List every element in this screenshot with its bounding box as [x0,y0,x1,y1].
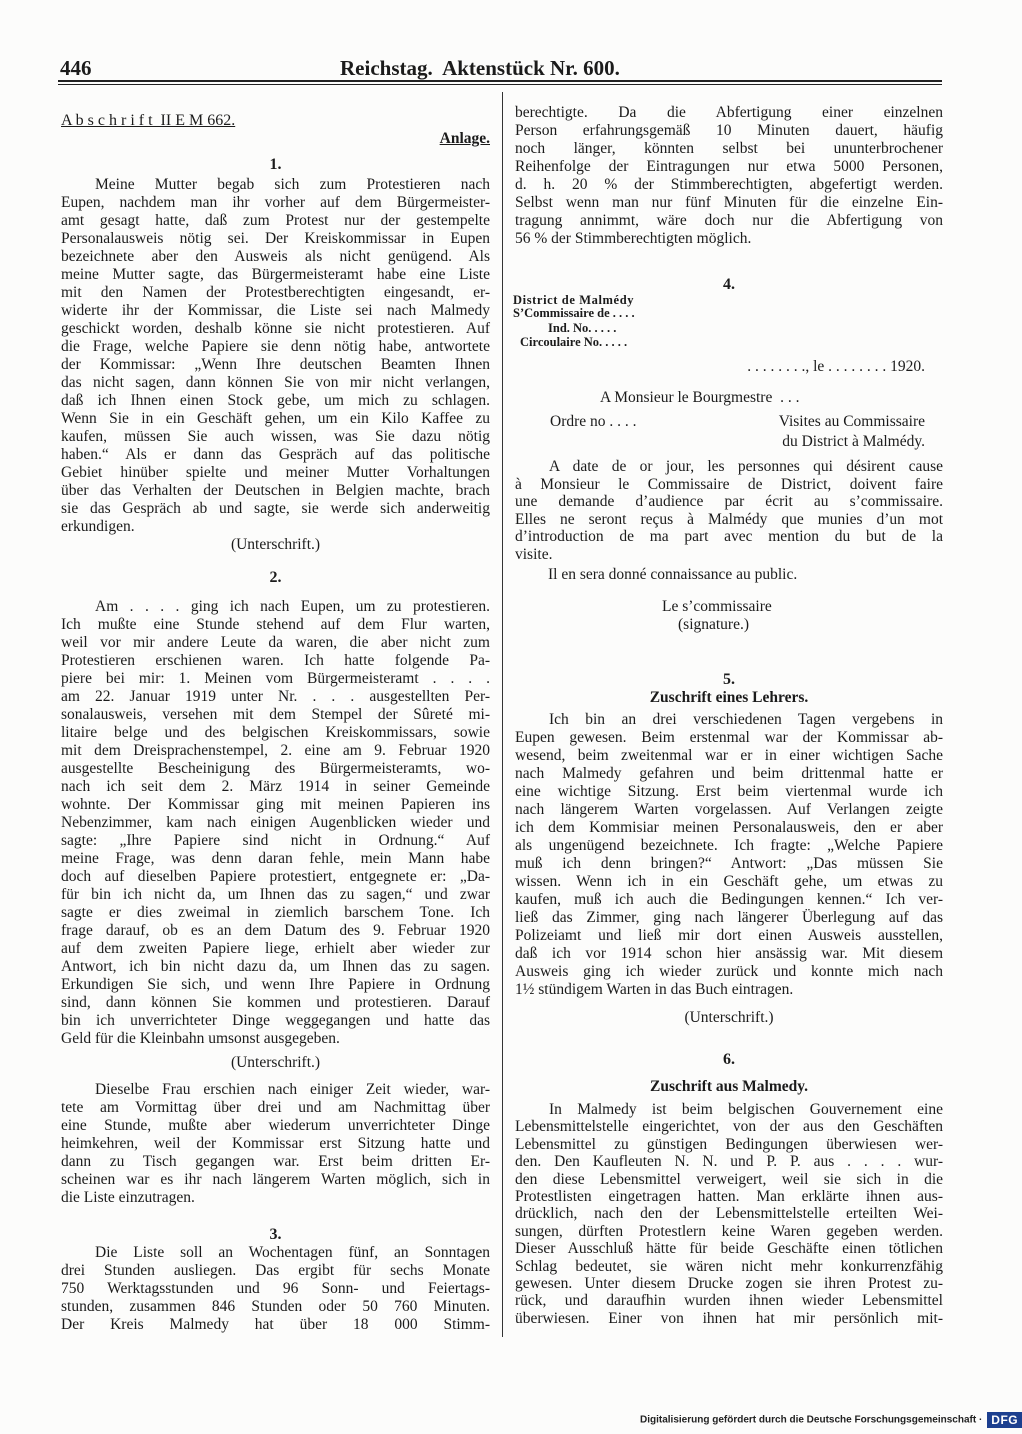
text-line: scheinen war es ihr nach längerem Warten möglich, sich in [61,1171,490,1188]
text-line: berechtigte. Da die Abfertigung einer einzelnen [515,104,943,121]
anlage-label: Anlage. [439,130,490,147]
text-line: frage darauf, ob es an dem Datum des 9. Februar 1920 [61,922,490,939]
letterhead-district: District de Malmédy [513,293,635,307]
text-line: Nebenzimmer, kam nach einigen Augenblicken wieder und [61,814,490,831]
section-2-text [61,598,490,1048]
text-line: ausgestellte Bescheinigung des Bürgermeisteramts, wo- [61,760,490,777]
text-line: rück, und daraufhin wurden ihnen wieder Lebensmittel [515,1292,943,1310]
section-number-2: 2. [269,569,282,586]
text-line: nach längerem Warten vorgelassen. Auf Verlangen zeigte [515,801,943,818]
text-line: kaufen, muß ich auch die Bedingungen kennen.“ Ich ver- [515,891,943,908]
text-line: widerte ihr der Kommissar, die Liste sei nach Malmedy [61,302,490,319]
text-line: Schlag bedeutet, sie wären nicht mehr konkurrenzfähig [515,1257,943,1275]
text-line: Reihenfolge der Eintragungen nur etwa 5000 Personen, [515,158,943,175]
text-line: Eupen, nachdem man ihr vorher auf dem Bürgermeister- [61,194,490,211]
text-line: tragung annimmt, wäre doch nur die Abfertigung von [515,212,943,229]
text-line: Geld für die Kleinbahn umsonst ausgegeben. [61,1030,340,1047]
dfg-logo: DFG [987,1412,1022,1428]
text-line: Gebiet hinüber spielte und meiner Mutter Vorhaltungen [61,464,490,481]
text-line: drücklich, nach den der Lebensmittelstelle erteilten Wei- [515,1205,943,1223]
text-line: auf dem zweiten Papiere liege, erhielt aber wieder zur [61,940,490,957]
letter-public-notice: Il en sera donné connaissance au public. [548,566,798,583]
text-line: Lebensmittel zu günstigen Bedingungen überwiesen wer- [515,1135,943,1153]
text-line: stunden, zusammen 846 Stunden oder 50 760 Minuten. [61,1298,490,1315]
text-line: den diese Lebensmittel verweigert, weil sie sich in die [515,1170,943,1188]
text-line: ließ das Zimmer, ging nach längerer Überlegung auf das [515,909,943,926]
text-line: heimkehren, weil der Kommissar erst Sitzung hatte und [61,1135,490,1152]
letter-signature: (signature.) [678,616,750,633]
text-line: d. h. 20 % der Stimmberechtigten, abgefertigt werden. [515,176,943,193]
text-line: meine Frage, was denn daran fehle, mein Mann habe [61,850,490,867]
text-line: sagte: „Ihre Papiere sind nicht in Ordnung.“ Auf [61,832,490,849]
text-line: mit dem Dreisprachenstempel, 2. eine am 9. Februar 1920 [61,742,490,759]
text-line: Eupen gewesen. Beim erstenmal war der Kommissar ab- [515,729,943,746]
text-line: Elles ne seront reçus à Malmédy que munies d’un mot [515,510,943,528]
text-line: Antwort, ich bin nicht dazu da, um Ihnen das zu sagen. [61,958,490,975]
text-line: Ausweis ging ich wieder zurück und konnte mich nach [515,963,943,980]
letter-body [515,458,943,564]
letter-subject-line-1: Visites au Commissaire [778,413,925,430]
text-line: noch länger, könnten selbst bei ununterbrochener [515,140,943,157]
text-line: Ich mußte eine Stunde stehend auf dem Flur warten, [61,616,490,633]
section-number-1: 1. [269,156,282,173]
text-line: gewesen. Unter diesem Drucke zogen sie ihren Protest zu- [515,1274,943,1292]
text-line: Protestlisten eingetragen hatten. Man erklärte ihnen aus- [515,1187,943,1205]
text-line: Dieser Ausschluß hätte für beide Geschäfte einen tötlichen [515,1240,943,1258]
text-line: litaire belge und des belgischen Kreiskommissars, sowie [61,724,490,741]
section-1-signature: (Unterschrift.) [230,536,321,553]
text-line: sungen, dürften Protestlern keine Waren gegeben werden. [515,1222,943,1240]
letter-addressee: A Monsieur le Bourgmestre . . . [600,389,800,406]
section-number-6: 6. [723,1051,735,1068]
text-line: In Malmedy ist beim belgischen Gouvernement eine [549,1101,943,1118]
text-line: Polizeiamt und ließ mir dort einen Ausweis ausstellen, [515,927,943,944]
text-line: nach Malmedy gefahren und beim drittenmal hatte er [515,765,943,782]
text-line: weil vor mir andere Leute da waren, die aber nicht zum [61,634,490,651]
text-line: Selbst wenn man nur fünf Minuten für die einzelne Ein- [515,194,943,211]
text-line: wesend, beim zweitenmal war er in einer wichtigen Sache [515,747,943,764]
section-3-text [61,1244,490,1334]
text-line: tete am Vormittag über drei und am Nachmittag über [61,1099,490,1116]
digitization-credit [640,1412,1022,1429]
section-number-5: 5. [723,671,735,688]
column-divider [502,92,503,1337]
letter-signatory-title: Le s’commissaire [662,598,772,615]
text-line: daß ich Ihnen einen Stock gebe, um mich zu schlagen. [61,392,490,409]
section-1-text [61,176,490,536]
text-line: Protestieren erschienen waren. Ich hatte folgende Pa- [61,652,490,669]
section-2-signature: (Unterschrift.) [230,1054,321,1071]
text-line: 56 % der Stimmberechtigten möglich. [515,230,752,247]
header-rule-thin [58,84,942,85]
section-5-signature: (Unterschrift.) [684,1009,774,1026]
text-line: eine Stunde, mußte aber wiederum unverrichteter Dinge [61,1117,490,1134]
text-line: muß ich denn bringen?“ Antwort: „Das müssen Sie [515,855,943,872]
text-line: sie das Gespräch ab und sagte, sie werde sich anderweitig [61,500,490,517]
text-line: Die Liste soll an Wochentagen fünf, an Sonntagen [95,1244,490,1261]
text-line: kaufen, müssen Sie auch wissen, was Sie dazu nötig [61,428,490,445]
text-line: wissen. Wenn ich in ein Geschäft gehe, um etwas zu [515,873,943,890]
text-line: à Monsieur le Commissaire de District, doivent faire [515,475,943,493]
text-line: überwiesen. Einer von ihnen hat mir persönlich mit- [515,1309,943,1327]
document-reference: A b s c h r i f t II E M 662. [61,112,236,129]
letterhead-commissaire: S’Commissaire de . . . . [513,306,635,320]
text-line: drei Stunden ausliegen. Das ergibt für sechs Monate [61,1262,490,1279]
text-line: daß ich vor 1914 schon hier ansässig war. Mit diesem [515,945,943,962]
page-number: 446 [60,56,92,80]
text-line: 750 Werktagsstunden und 96 Sonn- und Feiertags- [61,1280,490,1297]
text-line: ich dem Kommisiar meinen Personalausweis, den er aber [515,819,943,836]
text-line: dann zu Tisch gegangen war. Erst beim dritten Er- [61,1153,490,1170]
text-line: piere bei mir: 1. Meinen vom Bürgermeisteramt . . . . [61,670,490,687]
text-line: A date de or jour, les personnes qui désirent cause [549,458,943,475]
text-line: für bin ich nicht da, um Ihnen das zu sagen,“ und zwar [61,886,490,903]
text-line: Meine Mutter begab sich zum Protestieren nach [95,176,490,193]
text-line: Am . . . . ging ich nach Eupen, um zu protestieren. [95,598,490,615]
section-3-continued-text [515,104,943,248]
text-line: mit den Namen der Protestberechtigten eingesandt, er- [61,284,490,301]
text-line: nach ich seit dem 2. März 1914 in seiner Gemeinde [61,778,490,795]
text-line: erkundigen. [61,518,135,535]
letter-date-line: . . . . . . . ., le . . . . . . . . 1920. [747,358,925,375]
text-line: bin ich unverrichteter Dinge weggegangen und hatte das [61,1012,490,1029]
section-6-title: Zuschrift aus Malmedy. [649,1078,809,1095]
text-line: eine wichtige Sitzung. Erst beim viertenmal wurde ich [515,783,943,800]
text-line: Der Kreis Malmedy hat über 18 000 Stimm- [61,1316,490,1333]
text-line: am 22. Januar 1919 unter Nr. . . . ausgestellten Per- [61,688,490,705]
header-rule [58,80,942,82]
text-line: Ich bin an drei verschiedenen Tagen vergebens in [549,711,943,728]
letter-ordre-no: Ordre no . . . . [550,413,637,430]
text-line: d’introduction de ma part avec mention du but de la [515,528,943,546]
text-line: bezeichnete aber den Ausweis als nicht genügend. Als [61,248,490,265]
section-number-3: 3. [269,1226,282,1243]
text-line: doch auf dieselben Papiere protestiert, entgegnete er: „Da- [61,868,490,885]
text-line: une demande d’audience par écrit au s’commissaire. [515,493,943,511]
letterhead-ind-no: Ind. No. . . . . [548,321,617,335]
text-line: Person erfahrungsgemäß 10 Minuten dauert, häufig [515,122,943,139]
text-line: Wenn Sie in ein Geschäft gehen, um ein Kilo Kaffee zu [61,410,490,427]
section-number-4: 4. [723,276,735,293]
text-line: Lebensmittelstelle eingerichtet, von der aus den Geschäften [515,1118,943,1136]
text-line: Personalausweis nötig sei. Der Kreiskommissar in Eupen [61,230,490,247]
letterhead-circulaire-no: Circoulaire No. . . . . [520,335,628,349]
text-line: wohnte. Der Kommissar ging mit meinen Papieren ins [61,796,490,813]
text-line: das nicht sagen, dann können Sie von mir nicht verlangen, [61,374,490,391]
text-line: die Frage, welche Papiere sie denn nötig habe, antwortete [61,338,490,355]
text-line: die Liste einzutragen. [61,1189,195,1206]
letter-subject-line-2: du District à Malmédy. [782,433,925,450]
section-2-followup-text [61,1081,490,1207]
text-line: sind, dann können Sie kommen und protestieren. Darauf [61,994,490,1011]
text-line: sonalausweis, versehen mit dem Stempel der Sûreté mi- [61,706,490,723]
text-line: Dieselbe Frau erschien nach einiger Zeit wieder, war- [95,1081,490,1098]
text-line: geschickt worden, deshalb könne sie nicht protestieren. Auf [61,320,490,337]
text-line: visite. [515,545,553,563]
section-5-title: Zuschrift eines Lehrers. [649,689,809,706]
credit-text: Digitalisierung gefördert durch die Deutsche Forschungsgemeinschaft · [640,1414,983,1426]
text-line: sagte er dies zweimal in ziemlich barschem Tone. Ich [61,904,490,921]
text-line: als ungenügend bezeichnete. Ich fragte: „Welche Papiere [515,837,943,854]
text-line: über das Verhalten der Deutschen in Belgien machte, brach [61,482,490,499]
text-line: 1½ stündigem Warten in das Buch eintragen. [515,981,794,998]
section-6-text [515,1101,943,1327]
text-line: meine Mutter sagte, das Bürgermeisteramt habe eine Liste [61,266,490,283]
text-line: den. Den Kaufleuten N. N. und P. P. aus . . . . wur- [515,1153,943,1171]
text-line: haben.“ Als er dann das Gespräch auf das politische [61,446,490,463]
text-line: der Kommissar: „Wenn Ihre deutschen Beamten Ihnen [61,356,490,373]
section-5-text [515,711,943,999]
running-title: Reichstag. Aktenstück Nr. 600. [340,56,620,80]
text-line: amt gesagt hatte, daß zum Protest nur der gestempelte [61,212,490,229]
text-line: Erkundigen Sie sich, und wenn Ihre Papiere in Ordnung [61,976,490,993]
